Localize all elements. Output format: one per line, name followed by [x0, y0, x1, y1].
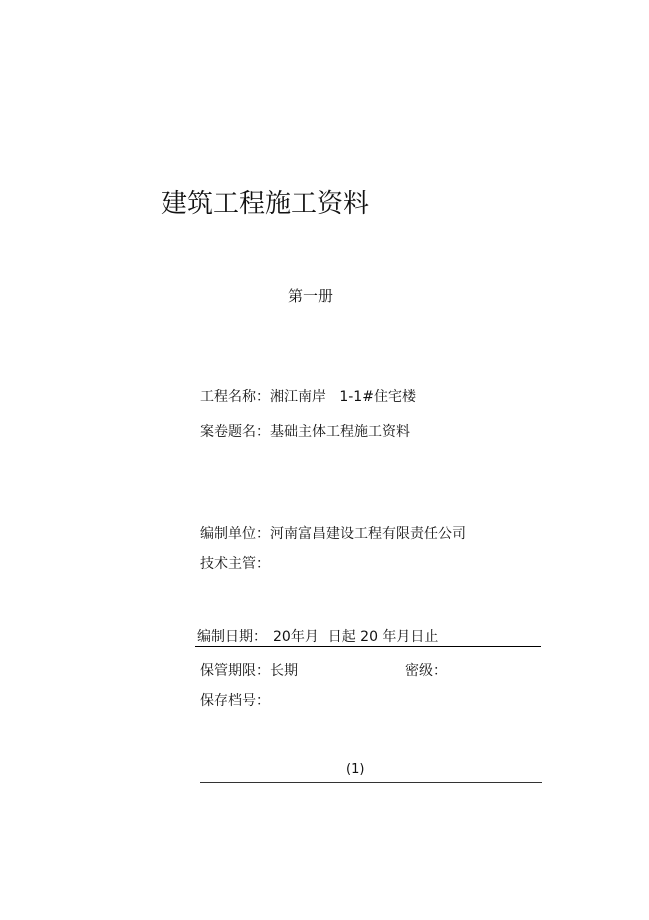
volume-title-label: 案卷题名：	[200, 424, 270, 440]
date-divider	[195, 646, 541, 647]
compile-date-row	[197, 626, 438, 646]
secret-level-label: 密级：	[405, 663, 447, 679]
page-number: (1)	[346, 762, 365, 777]
project-name-value: 湘江南岸 1-1#住宅楼	[270, 389, 416, 405]
compile-date-label: 编制日期：	[197, 629, 267, 645]
tech-supervisor-label: 技术主管：	[200, 556, 270, 572]
retention-row	[200, 660, 298, 680]
volume-title-row	[200, 421, 410, 441]
compile-date-value: 20年月 日起 20 年月日止	[273, 629, 439, 645]
project-name-label: 工程名称：	[200, 389, 270, 405]
archive-number-label: 保存档号：	[200, 693, 270, 709]
archive-number-row	[200, 690, 270, 710]
compiler-label: 编制单位：	[200, 526, 270, 542]
retention-value: 长期	[270, 663, 298, 679]
volume-number: 第一册	[288, 287, 334, 305]
document-title: 建筑工程施工资料	[161, 189, 370, 219]
tech-supervisor-row	[200, 553, 270, 573]
footer-divider	[200, 782, 542, 783]
retention-label: 保管期限：	[200, 663, 270, 679]
project-name-row	[200, 386, 416, 406]
compiler-row	[200, 523, 466, 543]
compiler-value: 河南富昌建设工程有限责任公司	[270, 526, 466, 542]
volume-title-value: 基础主体工程施工资料	[270, 424, 410, 440]
